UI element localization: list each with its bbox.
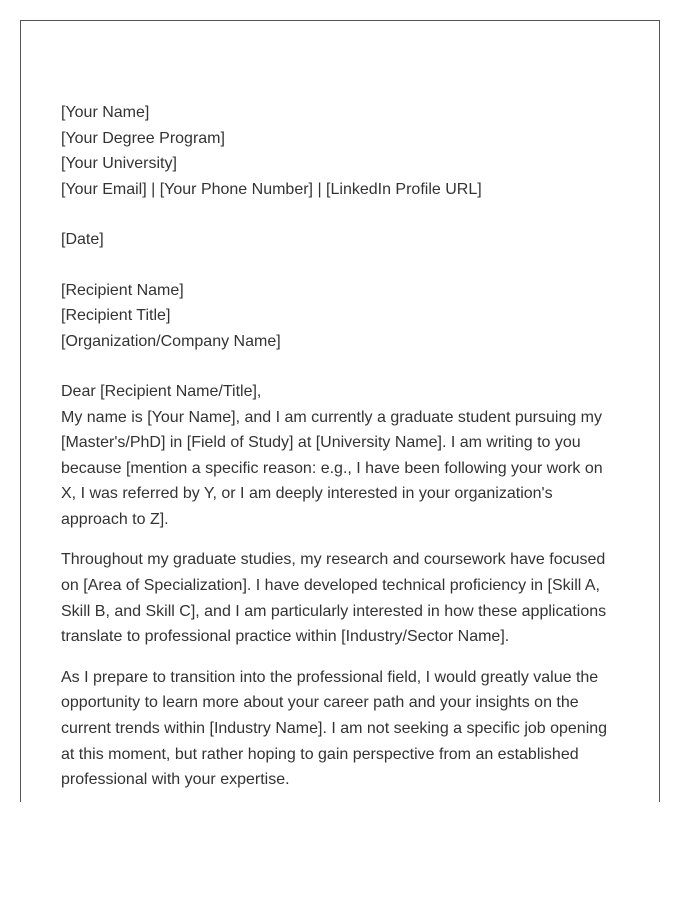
paragraph-line: current trends within [Industry Name]. I am not seeking a specific job opening	[61, 720, 608, 738]
paragraph-line: translate to professional practice within [Industry/Sector Name].	[61, 628, 510, 646]
paragraph-line: at this moment, but rather hoping to gain perspective from an established	[61, 745, 579, 763]
paragraph-2	[61, 547, 621, 649]
paragraph-line: on [Area of Specialization]. I have developed technical proficiency in [Skill A,	[61, 577, 600, 595]
paragraph-line: professional with your expertise.	[61, 771, 290, 789]
paragraph-3	[61, 665, 621, 793]
paragraph-line: Skill B, and Skill C], and I am particularly interested in how these applications	[61, 602, 607, 620]
paragraph-line: because [mention a specific reason: e.g., I have been following your work on	[61, 459, 603, 477]
date-block	[61, 227, 621, 253]
sender-block	[61, 100, 621, 202]
sender-name: [Your Name]	[61, 104, 150, 121]
paragraph-line: As I prepare to transition into the professional field, I would greatly value the	[61, 668, 599, 686]
letter-page	[20, 20, 660, 802]
letter-date: [Date]	[61, 231, 104, 248]
paragraph-line: [Master's/PhD] in [Field of Study] at [University Name]. I am writing to you	[61, 434, 581, 452]
recipient-name: [Recipient Name]	[61, 281, 184, 299]
sender-university: [Your University]	[61, 155, 177, 172]
salutation-block	[61, 379, 621, 405]
paragraph-line: My name is [Your Name], and I am currently a graduate student pursuing my	[61, 408, 603, 426]
salutation: Dear [Recipient Name/Title],	[61, 383, 262, 400]
paragraph-line: Throughout my graduate studies, my research and coursework have focused	[61, 551, 606, 569]
paragraph-line: approach to Z].	[61, 510, 169, 528]
recipient-title: [Recipient Title]	[61, 307, 171, 324]
recipient-organization: [Organization/Company Name]	[61, 332, 281, 350]
paragraph-1	[61, 405, 621, 533]
paragraph-line: X, I was referred by Y, or I am deeply interested in your organization's	[61, 485, 553, 503]
sender-degree-program: [Your Degree Program]	[61, 129, 225, 147]
paragraph-line: opportunity to learn more about your career path and your insights on the	[61, 694, 579, 712]
sender-contact-line: [Your Email] | [Your Phone Number] | [LinkedIn Profile URL]	[61, 180, 482, 198]
recipient-block	[61, 278, 621, 355]
letter-body	[61, 100, 621, 793]
